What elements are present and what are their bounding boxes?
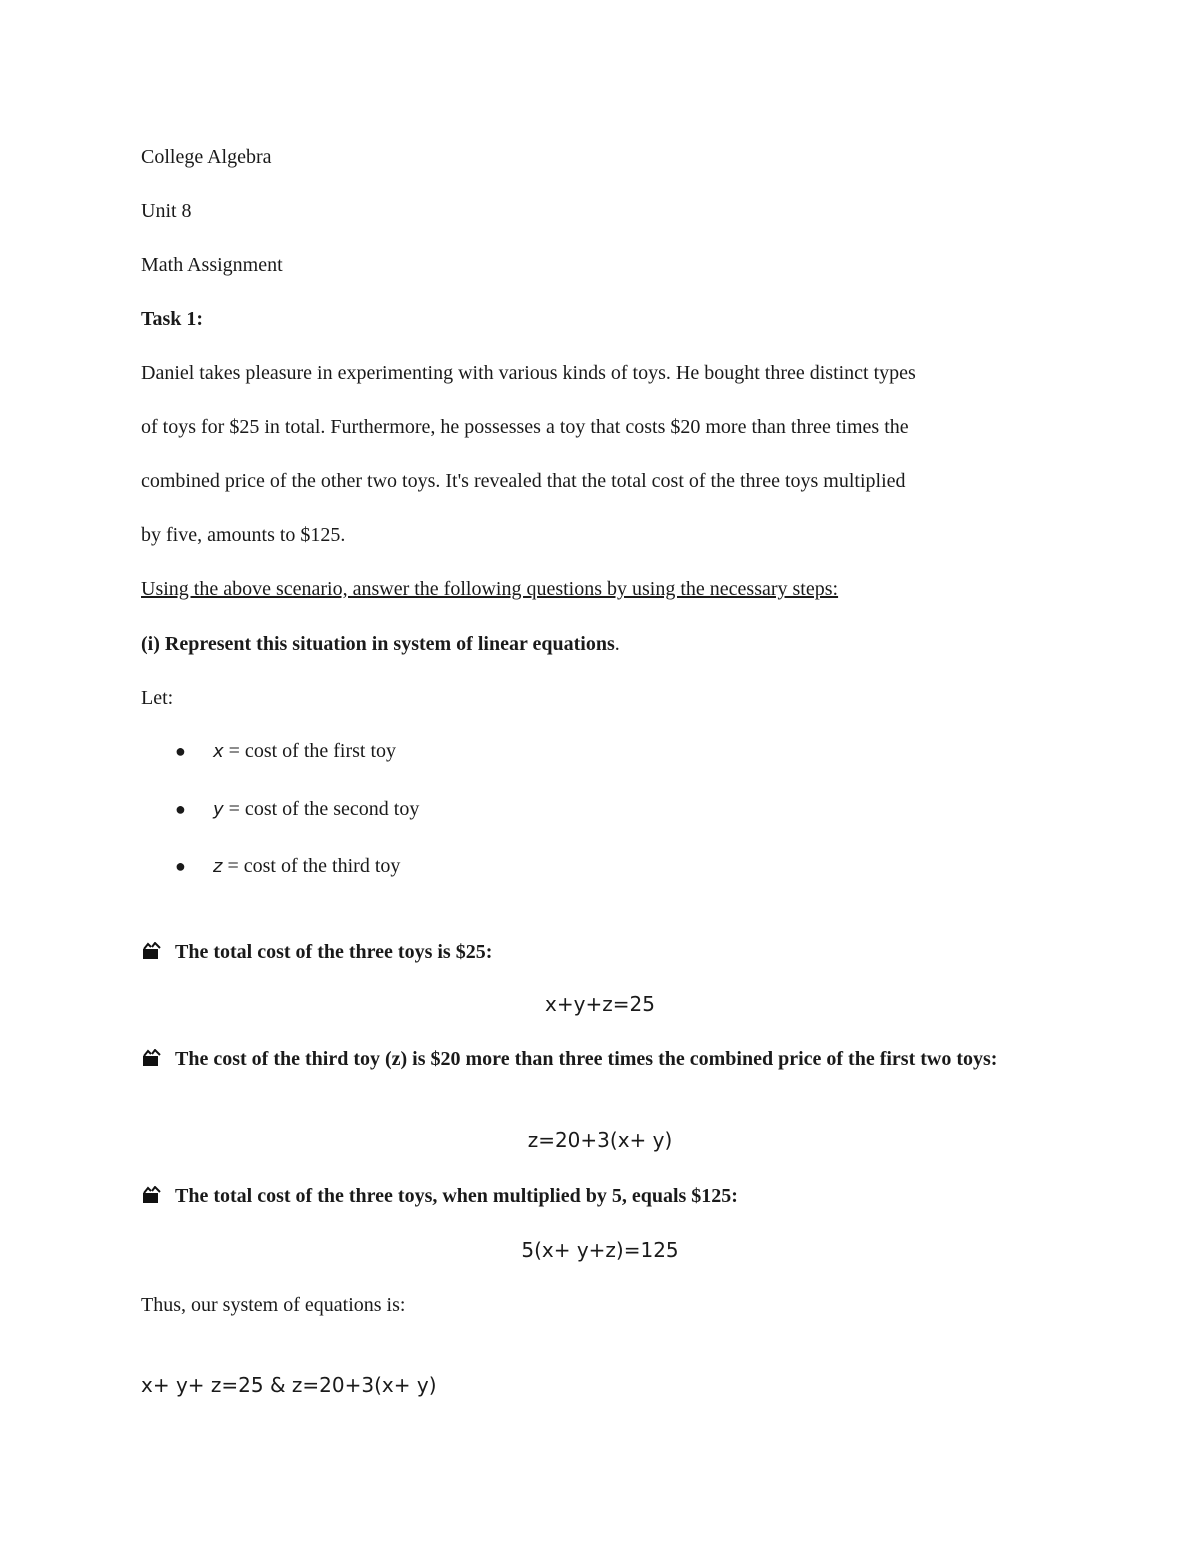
statement-heading [141,1046,1081,1073]
scenario-line: of toys for $25 in total. Furthermore, he possesses a toy that costs $20 more than three times the [141,416,909,438]
variable-item [175,797,419,822]
assignment-label: Math Assignment [141,254,283,276]
scenario-line: combined price of the other two toys. It's revealed that the total cost of the three toys multiplied [141,470,906,492]
system-of-equations: x+ y+ z=25 & z=20+3(x+ y) [141,1373,437,1397]
conclusion-text: Thus, our system of equations is: [141,1294,406,1316]
statement-text: The cost of the third toy (z) is $20 more than three times the combined price of the first two toys: [175,1048,998,1070]
clipboard-check-icon [141,1049,163,1067]
variable-symbol: y [213,799,224,820]
variable-symbol: z [213,856,223,877]
statement-text: The total cost of the three toys is $25: [175,941,493,963]
bullet-icon: ● [175,799,186,819]
question-period: . [614,633,620,655]
instruction-text: Using the above scenario, answer the following questions by using the necessary steps: [141,578,839,600]
scenario-paragraph [141,361,1061,577]
variable-item [175,854,400,879]
task-title: Task 1: [141,308,204,330]
equation: x+y+z=25 [545,992,655,1016]
variable-symbol: x [213,741,224,762]
statement-heading [141,939,1081,966]
unit-label: Unit 8 [141,200,192,222]
statement-text: The total cost of the three toys, when multiplied by 5, equals $125: [175,1185,738,1207]
clipboard-check-icon [141,1186,163,1204]
bullet-icon: ● [175,741,186,761]
equation: z=20+3(x+ y) [527,1128,673,1152]
question-heading [141,632,620,656]
clipboard-check-icon [141,942,163,960]
let-label: Let: [141,687,174,709]
variable-description: = cost of the first toy [228,740,397,762]
equation: 5(x+ y+z)=125 [521,1238,679,1262]
statement-heading [141,1183,1081,1210]
bullet-icon: ● [175,856,186,876]
scenario-line: by five, amounts to $125. [141,524,346,546]
question-text: (i) Represent this situation in system of linear equations [141,633,615,655]
variable-description: = cost of the third toy [227,855,401,877]
course-title: College Algebra [141,146,272,168]
variable-item [175,739,396,764]
scenario-line: Daniel takes pleasure in experimenting with various kinds of toys. He bought three distinct types [141,362,916,384]
variable-description: = cost of the second toy [228,798,420,820]
